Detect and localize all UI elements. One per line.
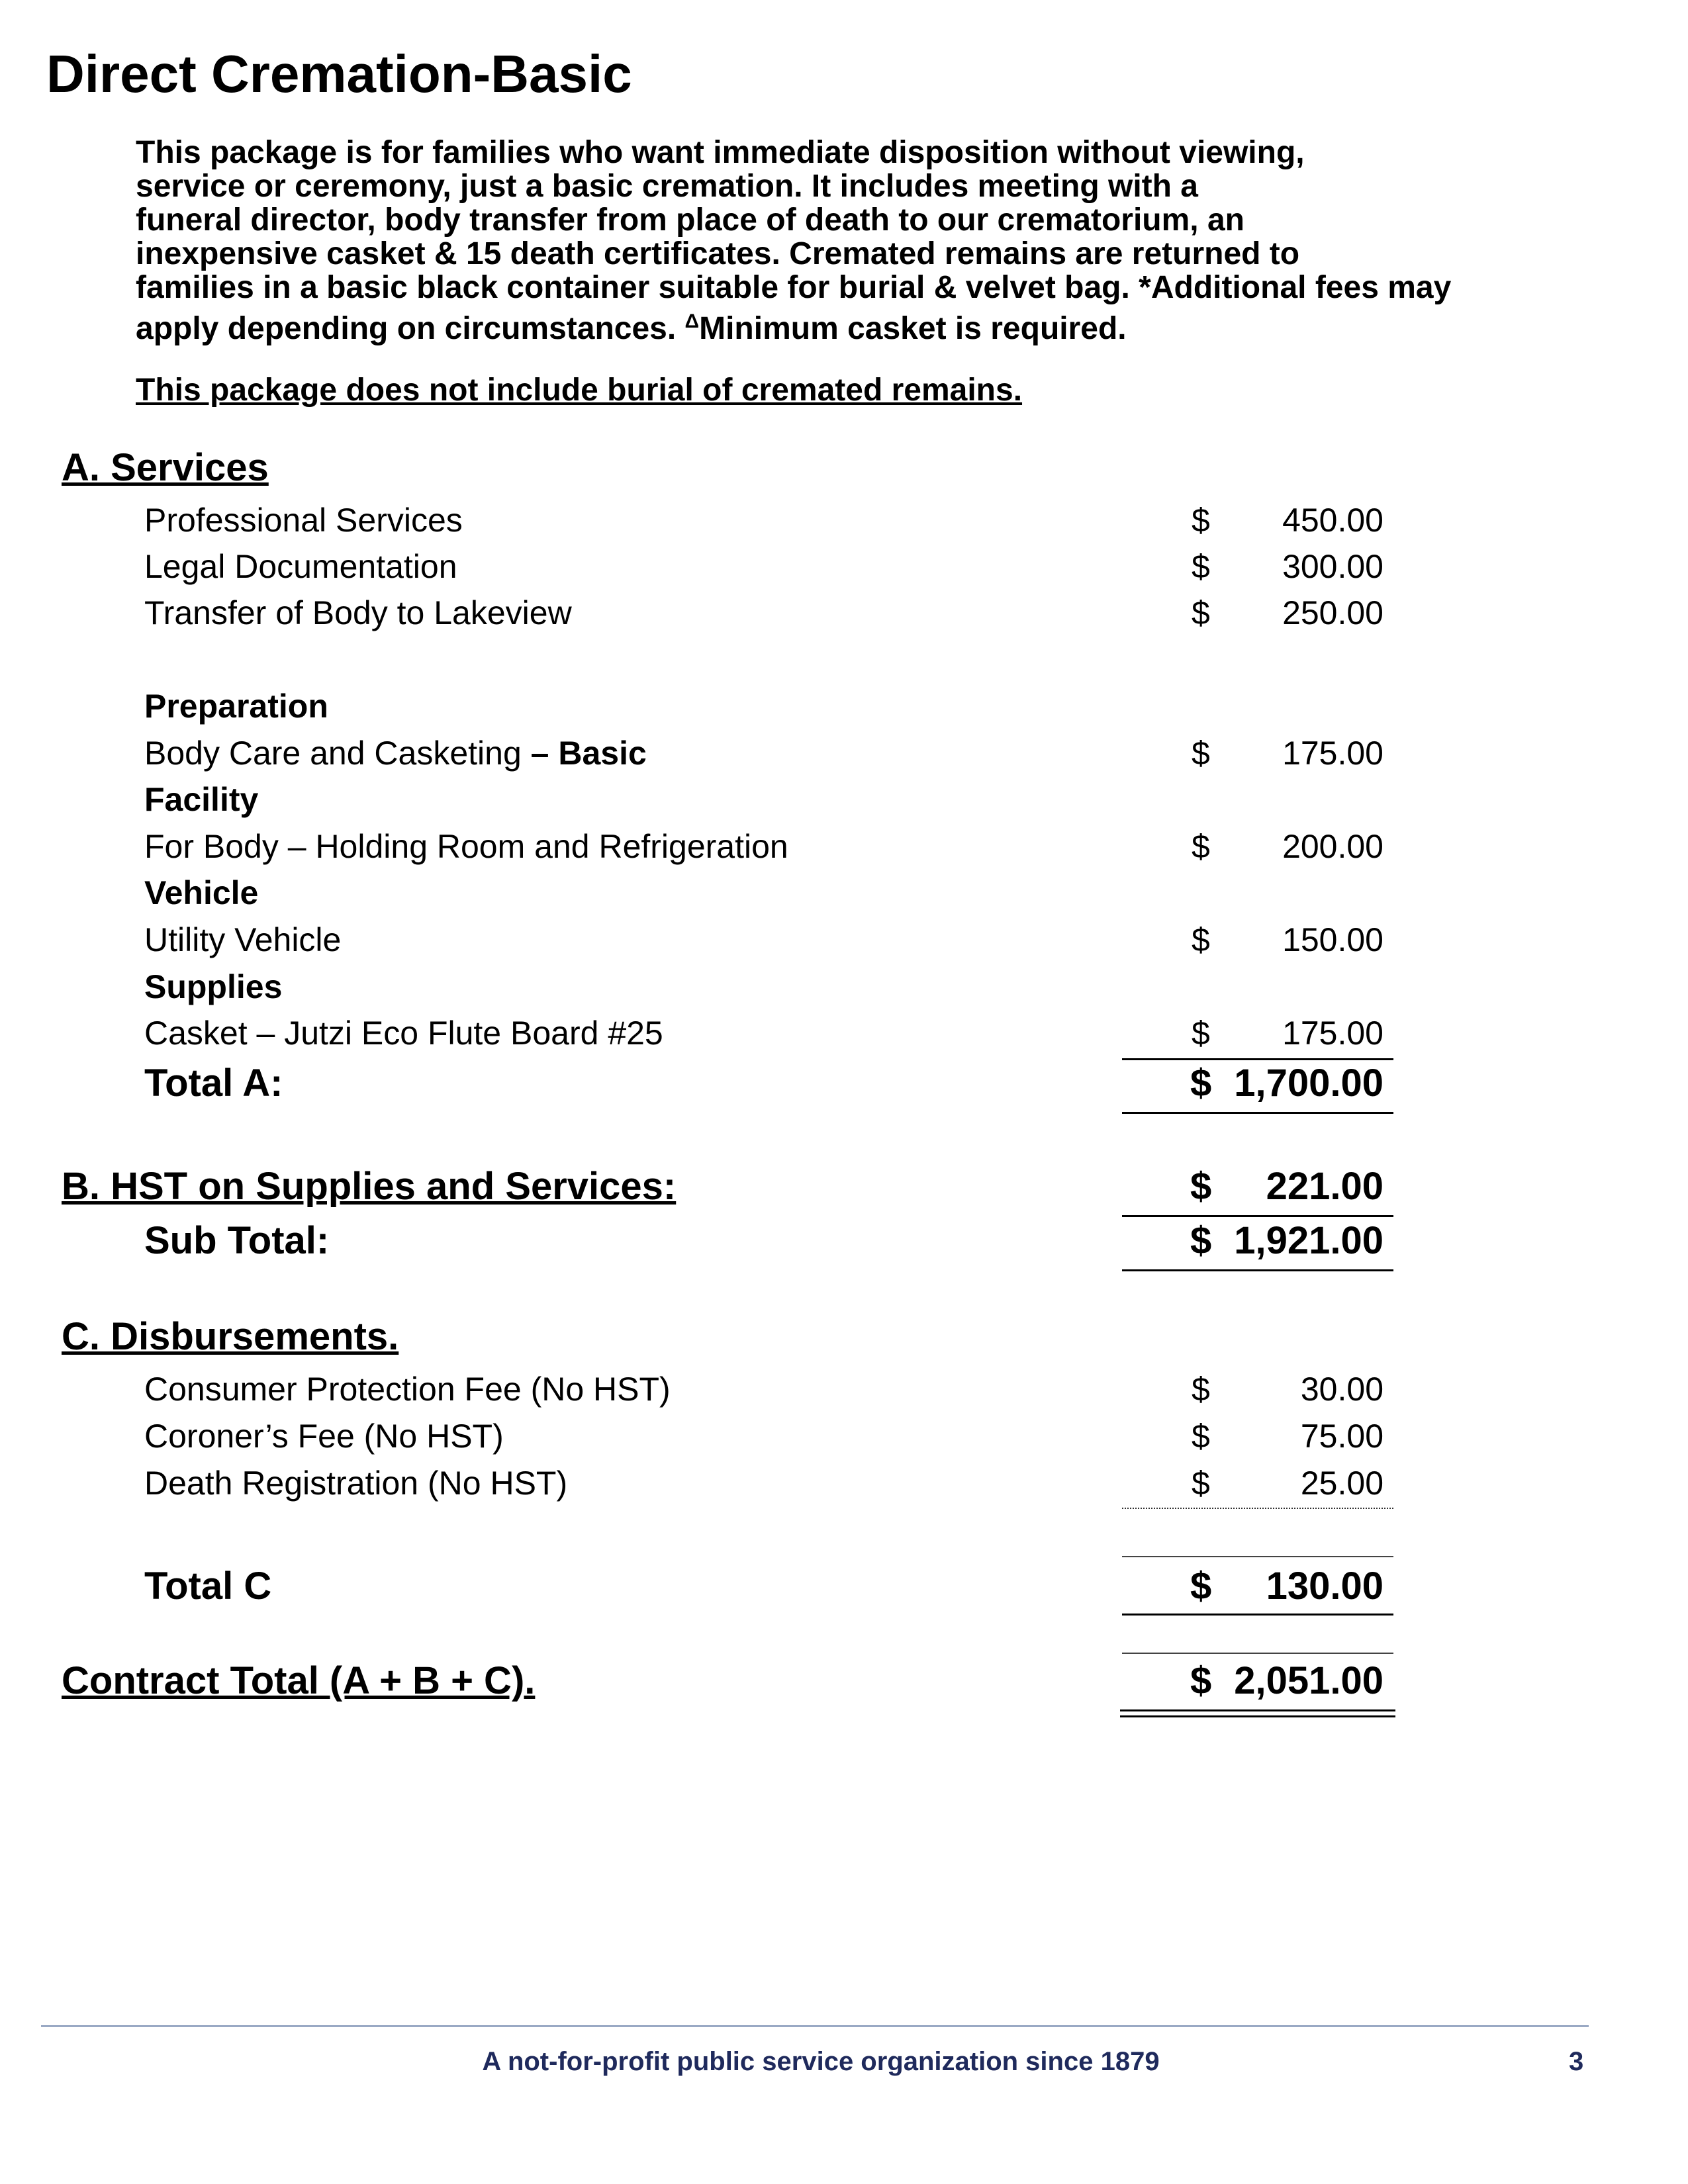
currency-symbol: $ [1192, 1015, 1210, 1052]
line-item-amount: 150.00 [1282, 921, 1383, 958]
description-text: Minimum casket is required. [699, 311, 1127, 346]
subtotal-value: 1,921.00 [1234, 1219, 1383, 1262]
total-rule [1122, 1556, 1393, 1557]
subtotal-label: Sub Total: [144, 1219, 330, 1262]
currency-symbol: $ [1192, 921, 1210, 958]
currency-symbol: $ [1192, 548, 1210, 585]
line-item-amount: 30.00 [1300, 1371, 1383, 1408]
line-item-amount: 25.00 [1300, 1465, 1383, 1502]
line-item-amount: 250.00 [1282, 594, 1383, 631]
line-item-label: Casket – Jutzi Eco Flute Board #25 [144, 1015, 663, 1052]
line-item-amount: 450.00 [1282, 502, 1383, 539]
description-line: This package is for families who want immediate disposition without viewing, [136, 135, 1305, 170]
currency-symbol: $ [1190, 1219, 1212, 1262]
double-underline-rule [1120, 1709, 1395, 1717]
total-rule [1122, 1112, 1393, 1114]
hst-value: 221.00 [1266, 1165, 1383, 1208]
subheading-facility: Facility [144, 781, 259, 818]
section-b-heading: B. HST on Supplies and Services: [62, 1165, 677, 1208]
line-item-label: For Body – Holding Room and Refrigeration [144, 828, 788, 865]
line-item-amount: 300.00 [1282, 548, 1383, 585]
line-item-label [144, 733, 647, 773]
line-item-bold-text: – Basic [530, 735, 647, 772]
description-line: service or ceremony, just a basic cremation. It includes meeting with a [136, 169, 1198, 204]
line-item-label: Coroner’s Fee (No HST) [144, 1418, 504, 1455]
currency-symbol: $ [1190, 1565, 1212, 1608]
line-item-amount: 200.00 [1282, 828, 1383, 865]
description-line: inexpensive casket & 15 death certificates. Cremated remains are returned to [136, 236, 1300, 271]
subheading-vehicle: Vehicle [144, 874, 259, 911]
description-line [136, 304, 1559, 345]
contract-total-label: Contract Total (A + B + C). [62, 1659, 536, 1702]
total-rule [1122, 1215, 1393, 1217]
description-line: families in a basic black container suitable for burial & velvet bag. *Additional fees may [136, 270, 1452, 305]
description-line: funeral director, body transfer from place of death to our crematorium, an [136, 203, 1244, 238]
line-item-label: Utility Vehicle [144, 921, 342, 958]
total-a-value: 1,700.00 [1234, 1062, 1383, 1105]
line-item-amount: 175.00 [1282, 1015, 1383, 1052]
contract-total-value: 2,051.00 [1234, 1659, 1383, 1702]
divider-rule [1122, 1508, 1393, 1509]
exclusion-note: This package does not include burial of cremated remains. [136, 373, 1023, 408]
currency-symbol: $ [1192, 828, 1210, 865]
currency-symbol: $ [1192, 594, 1210, 631]
currency-symbol: $ [1190, 1165, 1212, 1208]
total-a-label: Total A: [144, 1062, 283, 1105]
page-title: Direct Cremation-Basic [46, 44, 632, 103]
delta-superscript: Δ [684, 310, 700, 332]
total-rule [1122, 1269, 1393, 1271]
total-rule [1122, 1614, 1393, 1615]
footer-tagline: A not-for-profit public service organization since 1879 [482, 2047, 1160, 2076]
currency-symbol: $ [1192, 735, 1210, 772]
page-number: 3 [1569, 2047, 1584, 2076]
currency-symbol: $ [1192, 1418, 1210, 1455]
currency-symbol: $ [1192, 1465, 1210, 1502]
section-c-heading: C. Disbursements. [62, 1315, 399, 1358]
footer-divider [41, 2025, 1589, 2027]
currency-symbol: $ [1190, 1062, 1212, 1105]
currency-symbol: $ [1190, 1659, 1212, 1702]
line-item-label: Legal Documentation [144, 548, 457, 585]
total-rule [1122, 1653, 1393, 1654]
line-item-label: Death Registration (No HST) [144, 1465, 568, 1502]
package-description [136, 136, 1559, 345]
section-a-heading: A. Services [62, 446, 269, 489]
line-item-label: Consumer Protection Fee (No HST) [144, 1371, 671, 1408]
line-item-label: Transfer of Body to Lakeview [144, 594, 572, 631]
total-c-value: 130.00 [1266, 1565, 1383, 1608]
currency-symbol: $ [1192, 502, 1210, 539]
line-item-label: Professional Services [144, 502, 463, 539]
line-item-amount: 175.00 [1282, 735, 1383, 772]
total-c-label: Total C [144, 1565, 272, 1608]
currency-symbol: $ [1192, 1371, 1210, 1408]
description-text: apply depending on circumstances. [136, 311, 685, 346]
subheading-supplies: Supplies [144, 968, 283, 1005]
line-item-amount: 75.00 [1300, 1418, 1383, 1455]
subheading-preparation: Preparation [144, 688, 328, 725]
line-item-text: Body Care and Casketing [144, 735, 531, 772]
